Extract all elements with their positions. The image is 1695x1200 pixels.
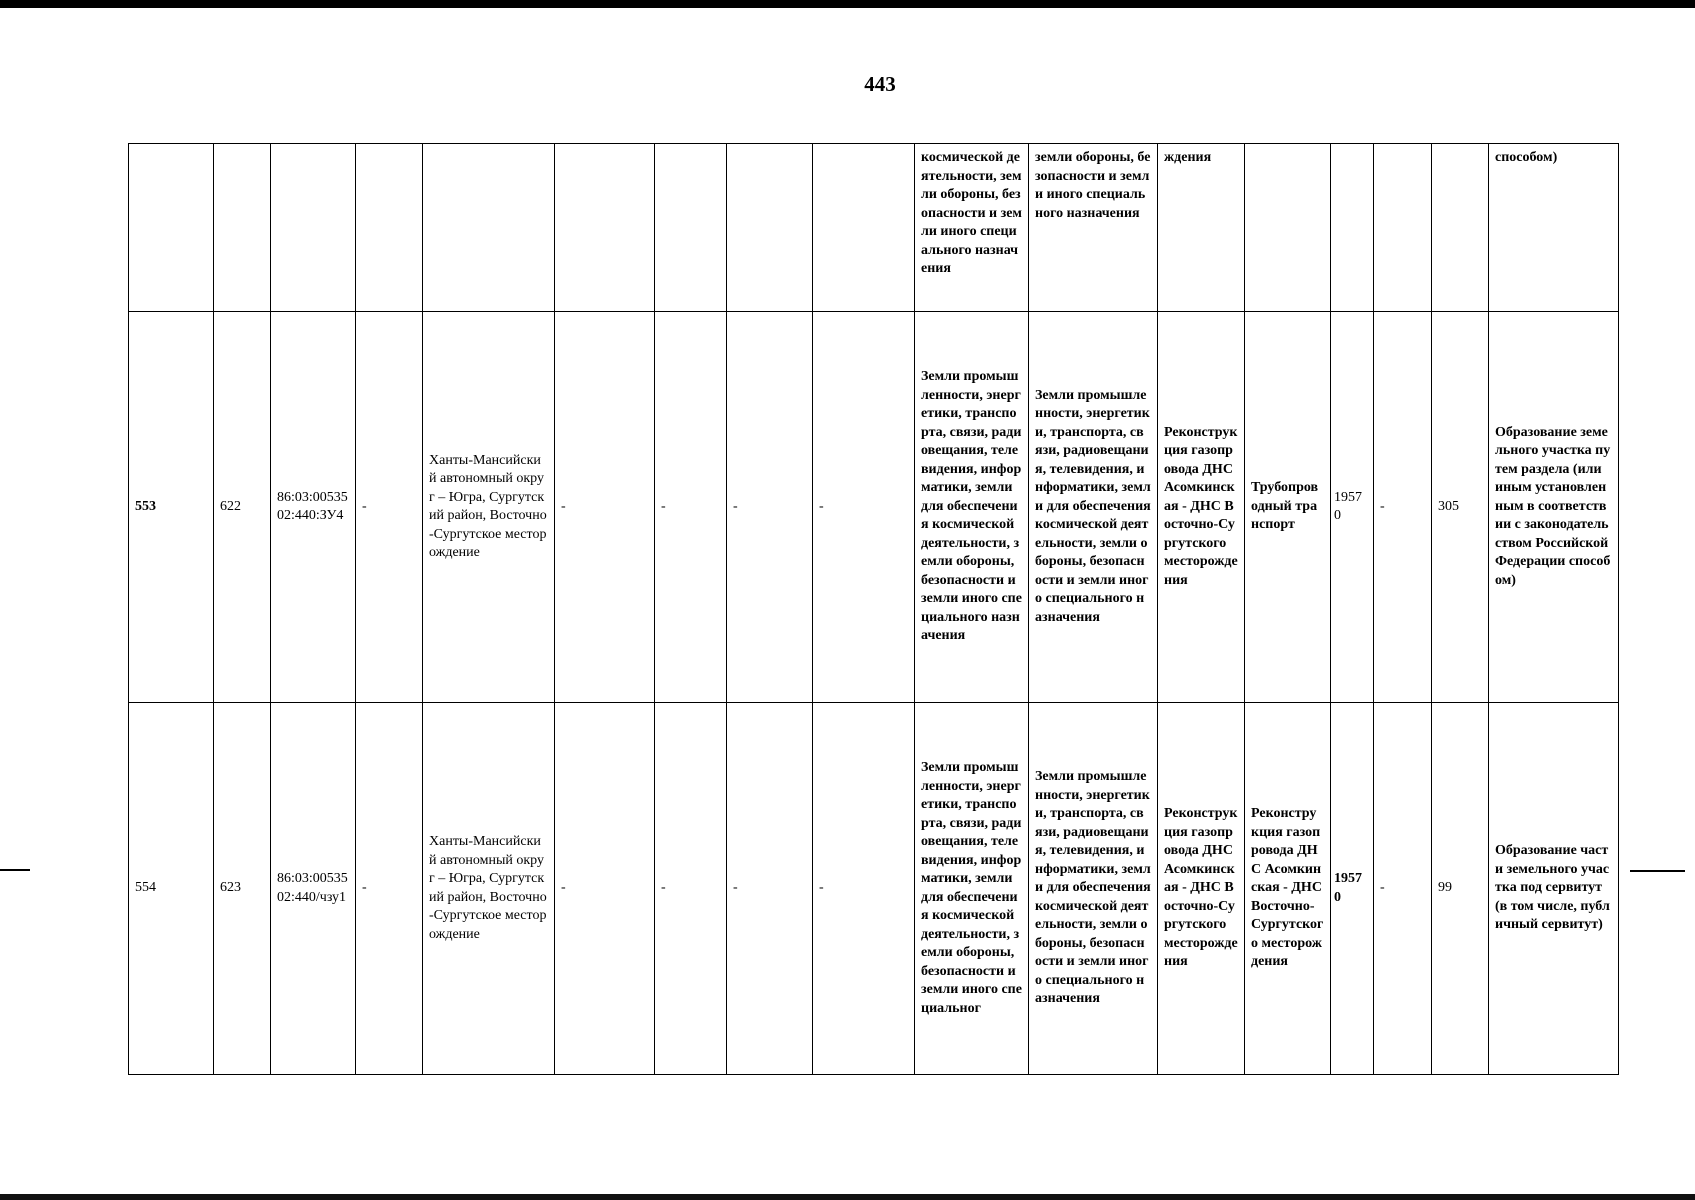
- cell-row-number: [129, 144, 214, 312]
- cell-purpose: Реконструкция газопровода ДНС Асомкинская - ДНС Восточно-Сургутского месторождения: [1158, 312, 1245, 703]
- cell-cadastral-number: 86:03:0053502:440/чзу1: [271, 703, 356, 1075]
- cell-area: 99: [1432, 703, 1489, 1075]
- cell-col8: [727, 144, 813, 312]
- cell-address: [423, 144, 555, 312]
- cell-col4: -: [356, 312, 423, 703]
- cell-land-category-new: Земли промышленности, энергетики, транспорта, связи, радиовещания, телевидения, информатики, земли для обеспечения космической деятельности, земли обороны, безопасности и земли иного специального назначения: [1029, 703, 1158, 1075]
- cell-permitted-use: Трубопроводный транспорт: [1245, 312, 1331, 703]
- cell-land-category: космической деятельности, земли обороны, безопасности и земли иного специального назначения: [915, 144, 1029, 312]
- cell-purpose: ждения: [1158, 144, 1245, 312]
- land-plot-registry-table: [128, 143, 1619, 1075]
- cell-code: [1331, 144, 1374, 312]
- cell-col9: -: [813, 312, 915, 703]
- cell-land-category-new: Земли промышленности, энергетики, транспорта, связи, радиовещания, телевидения, информатики, земли для обеспечения космической деятельности, земли обороны, безопасности и земли иного специального назначения: [1029, 312, 1158, 703]
- scan-artifact-mark: [1630, 870, 1685, 872]
- cell-col9: -: [813, 703, 915, 1075]
- cell-col15: -: [1374, 312, 1432, 703]
- cell-plot-number: [214, 144, 271, 312]
- table-row: [129, 144, 1619, 312]
- cell-land-category: Земли промышленности, энергетики, транспорта, связи, радиовещания, телевидения, информатики, земли для обеспечения космической деятельности, земли обороны, безопасности и земли иного специального назначения: [915, 312, 1029, 703]
- cell-row-number: 554: [129, 703, 214, 1075]
- cell-col8: -: [727, 703, 813, 1075]
- cell-col8: -: [727, 312, 813, 703]
- cell-formation-method: способом): [1489, 144, 1619, 312]
- scan-top-border: [0, 0, 1695, 8]
- cell-plot-number: 623: [214, 703, 271, 1075]
- cell-cadastral-number: [271, 144, 356, 312]
- cell-purpose: Реконструкция газопровода ДНС Асомкинская - ДНС Восточно-Сургутского месторождения: [1158, 703, 1245, 1075]
- cell-col7: [655, 144, 727, 312]
- cell-code: 1957 0: [1331, 703, 1374, 1075]
- cell-code: 1957 0: [1331, 312, 1374, 703]
- page-number: 443: [864, 72, 896, 96]
- cell-area: 305: [1432, 312, 1489, 703]
- cell-col4: [356, 144, 423, 312]
- scan-bottom-border: [0, 1194, 1695, 1200]
- cell-address: Ханты-Мансийский автономный округ – Югра, Сургутский район, Восточно-Сургутское месторождение: [423, 312, 555, 703]
- cell-col6: -: [555, 312, 655, 703]
- cell-col6: [555, 144, 655, 312]
- cell-row-number: 553: [129, 312, 214, 703]
- cell-col15: [1374, 144, 1432, 312]
- cell-col6: -: [555, 703, 655, 1075]
- table-row: [129, 312, 1619, 703]
- cell-col9: [813, 144, 915, 312]
- cell-cadastral-number: 86:03:0053502:440:ЗУ4: [271, 312, 356, 703]
- cell-permitted-use: Реконструкция газопровода ДНС Асомкинская - ДНС Восточно-Сургутского месторождения: [1245, 703, 1331, 1075]
- scan-artifact-mark: [0, 869, 30, 871]
- cell-land-category: Земли промышленности, энергетики, транспорта, связи, радиовещания, телевидения, информатики, земли для обеспечения космической деятельности, земли обороны, безопасности и земли иного специальног: [915, 703, 1029, 1075]
- table-row: [129, 703, 1619, 1075]
- cell-formation-method: Образование земельного участка путем раздела (или иным установленным в соответствии с законодательством Российской Федерации способом): [1489, 312, 1619, 703]
- cell-area: [1432, 144, 1489, 312]
- cell-col15: -: [1374, 703, 1432, 1075]
- cell-permitted-use: [1245, 144, 1331, 312]
- cell-land-category-new: земли обороны, безопасности и земли иного специального назначения: [1029, 144, 1158, 312]
- cell-plot-number: 622: [214, 312, 271, 703]
- cell-col4: -: [356, 703, 423, 1075]
- cell-col7: -: [655, 312, 727, 703]
- cell-formation-method: Образование части земельного участка под сервитут (в том числе, публичный сервитут): [1489, 703, 1619, 1075]
- cell-address: Ханты-Мансийский автономный округ – Югра, Сургутский район, Восточно-Сургутское месторождение: [423, 703, 555, 1075]
- cell-col7: -: [655, 703, 727, 1075]
